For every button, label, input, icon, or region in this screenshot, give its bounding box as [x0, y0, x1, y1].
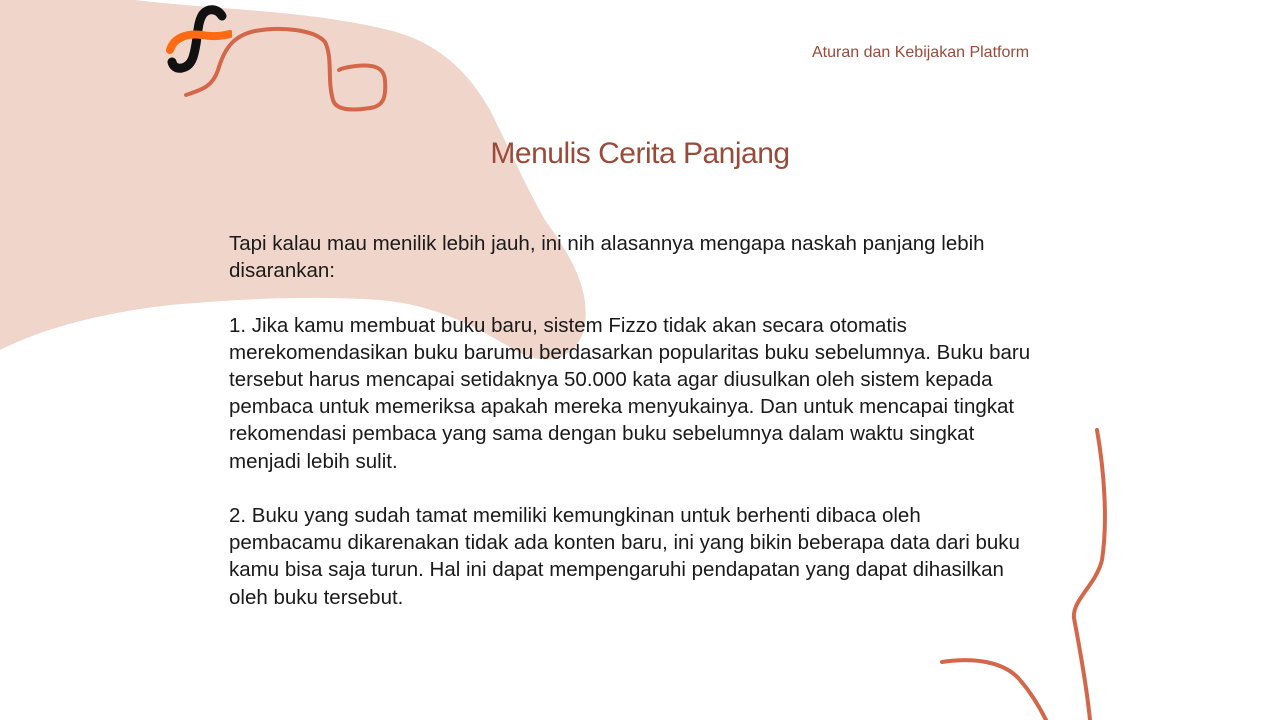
slide-body	[229, 230, 1039, 638]
vine-stroke-bottom	[942, 660, 1046, 720]
header-section-label: Aturan dan Kebijakan Platform	[812, 44, 1030, 61]
fizzo-logo-icon	[166, 4, 232, 74]
intro-paragraph: Tapi kalau mau menilik lebih jauh, ini nih alasannya mengapa naskah panjang lebih disarankan:	[229, 232, 985, 283]
point-two-paragraph: 2. Buku yang sudah tamat memiliki kemungkinan untuk berhenti dibaca oleh pembacamu dikarenakan tidak ada konten baru, ini yang bikin beberapa data dari buku kamu bisa saja turun. Hal ini dapat mempengaruhi pendapatan yang dapat dihasilkan oleh buku tersebut.	[229, 504, 1020, 609]
vine-stroke-right	[1074, 430, 1105, 720]
slide-title: Menulis Cerita Panjang	[490, 137, 790, 170]
point-one-paragraph: 1. Jika kamu membuat buku baru, sistem Fizzo tidak akan secara otomatis merekomendasikan buku barumu berdasarkan popularitas buku sebelumnya. Buku baru tersebut harus mencapai setidaknya 50.000 kata agar diusulkan oleh sistem kepada pembaca untuk memeriksa apakah mereka menyukainya. Dan untuk mencapai tingkat rekomendasi pembaca yang sama dengan buku sebelumnya dalam waktu singkat menjadi lebih sulit.	[229, 313, 1031, 473]
